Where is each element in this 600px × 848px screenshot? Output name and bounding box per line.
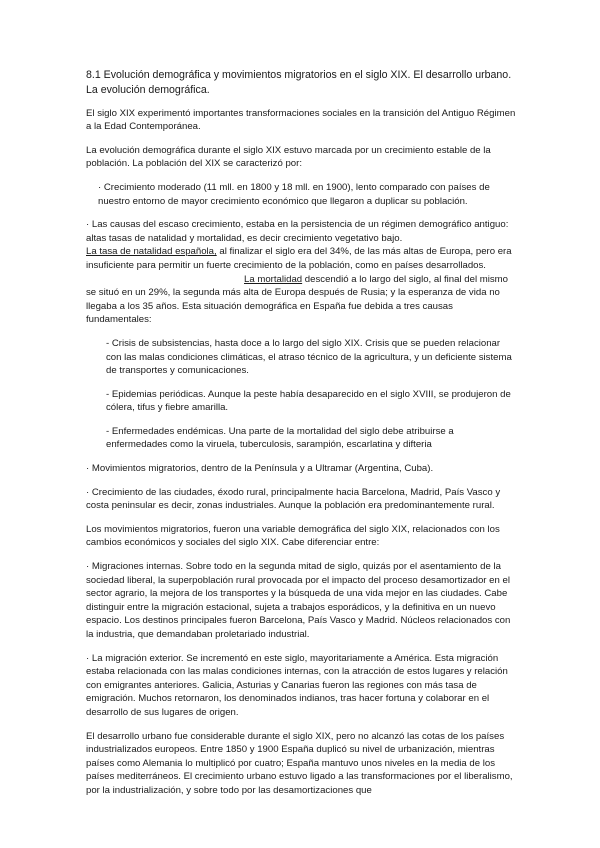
mortality-label: La mortalidad bbox=[244, 273, 303, 285]
mortality-text: descendió a lo largo del siglo, al final del mismo se situó en un 29%, la segunda más alta de Europa después de Rusia; y la esperanza de vida no llegaba a los 35 años. Esta situación demográfica en España fue debida a tres causas fundamentales: bbox=[86, 273, 508, 326]
growth-causes-lead: · Las causas del escaso crecimiento, estaba en la persistencia de un régimen demográfico antiguo: altas tasas de natalidad y mortalidad, es decir crecimiento vegetativo bajo. bbox=[86, 219, 509, 244]
paragraph-internal-migrations: · Migraciones internas. Sobre todo en la segunda mitad de siglo, quizás por el asentamiento de la sociedad liberal, la superpoblación rural provocada por el impacto del proceso desamortizador en el sector agrario, la mejora de los transportes y la búsqueda de una vida mejor en las ciudades. Cabe distinguir entre la migración estacional, sujeta a trabajos esporádicos, y la definitiva en un nuevo espacio. Los destinos principales fueron Barcelona, País Vasco y Madrid. Núcleos relacionados con la industria, que demandaban proletariado industrial. bbox=[86, 561, 511, 640]
paragraph-intro: El siglo XIX experimentó importantes transformaciones sociales en la transición del Antiguo Régimen a la Edad Contemporánea. bbox=[86, 107, 516, 133]
paragraph-demographic-evolution: La evolución demográfica durante el siglo XIX estuvo marcada por un crecimiento estable de la población. La población del XIX se caracterizó por: bbox=[86, 144, 491, 170]
paragraph-external-migration: · La migración exterior. Se incrementó en este siglo, mayoritariamente a América. Esta migración estaba relacionada con las malas condiciones internas, con la atracción de estos lugares y relación con emigrantes anteriores. Galicia, Asturias y Canarias fueron las regiones con más tasa de emigración. Muchos retornaron, los denominados indianos, tras hacer fortuna y colaborar en el desarrollo de sus lugares de origen. bbox=[86, 652, 508, 718]
paragraph-growth-causes bbox=[86, 218, 516, 327]
natality-rate-label: La tasa de natalidad española, bbox=[86, 246, 217, 258]
paragraph-migrations-intro: Los movimientos migratorios, fueron una variable demográfica del siglo XIX, relacionados con los cambios económicos y sociales del siglo XIX. Cabe diferenciar entre: bbox=[86, 523, 500, 549]
paragraph-urban-growth: · Crecimiento de las ciudades, éxodo rural, principalmente hacia Barcelona, Madrid, País Vasco y costa peninsular es decir, zonas industriales. Aunque la población era predominantemente rural. bbox=[86, 486, 501, 512]
natality-rate-text: al finalizar el siglo era del 34%, de las más altas de Europa, pero era insuficiente para permitir un fuerte crecimiento de la población, como en países desarrollados. bbox=[86, 246, 512, 271]
section-title: 8.1 Evolución demográfica y movimientos migratorios en el siglo XIX. El desarrollo urbano. La evolución demográfica. bbox=[86, 69, 512, 96]
document-body bbox=[86, 68, 516, 808]
paragraph-subsistence-crisis: - Crisis de subsistencias, hasta doce a lo largo del siglo XIX. Crisis que se pueden relacionar con las malas condiciones climáticas, el atraso técnico de la agricultura, y un deficiente sistema de transportes y comunicaciones. bbox=[106, 337, 512, 377]
paragraph-moderate-growth: · Crecimiento moderado (11 mll. en 1800 y 18 mll. en 1900), lento comparado con países de nuestro entorno de mayor crecimiento económico que llegaron a duplicar su población. bbox=[98, 181, 490, 207]
paragraph-urban-development: El desarrollo urbano fue considerable durante el siglo XIX, pero no alcanzó las cotas de los países industrializados europeos. Entre 1850 y 1900 España duplicó su nivel de urbanización, mientras países como Alemania lo multiplicó por cuatro; España mantuvo unos niveles en la media de los países mediterráneos. El crecimiento urbano estuvo ligado a las transformaciones por el liberalismo, por la industrialización, y sobre todo por las desamortizaciones que bbox=[86, 730, 513, 796]
paragraph-epidemics: - Epidemias periódicas. Aunque la peste había desaparecido en el siglo XVIII, se produjeron de cólera, tifus y fiebre amarilla. bbox=[106, 388, 511, 414]
paragraph-migratory-movements: · Movimientos migratorios, dentro de la Península y a Ultramar (Argentina, Cuba). bbox=[86, 463, 434, 475]
paragraph-endemic-diseases: - Enfermedades endémicas. Una parte de la mortalidad del siglo debe atribuirse a enfermedades como la viruela, tuberculosis, sarampión, escarlatina y difteria bbox=[106, 425, 454, 451]
